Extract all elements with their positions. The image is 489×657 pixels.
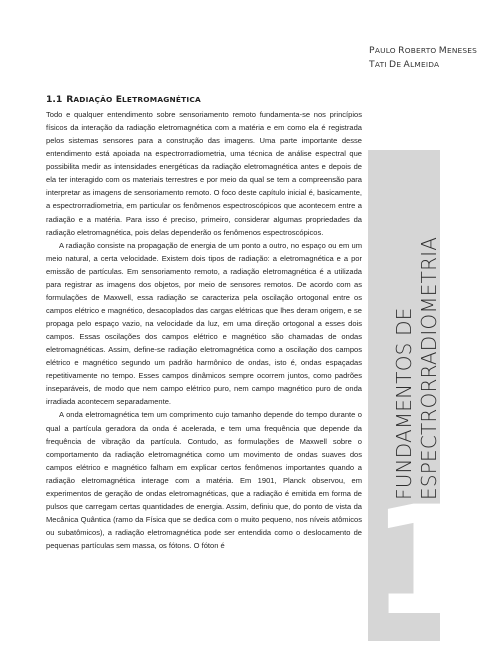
section-heading [46,94,201,105]
paragraph: Todo e qualquer entendimento sobre sensoriamento remoto fundamenta-se nos princípios físicos da interação da radiação eletromagnética com a matéria e em como ela é registrada pelos sistemas sensores para a construção das imagens. Uma parte importante desse entendimento está apoiada na espectrorradiometria, uma técnica de análise espectral que possibilita medir as intensidades energéticas da radiação eletromagnética antes e depois de ela ter interagido com os materiais terrestres e por meio da qual se tem a compreensão para interpretar as imagens de sensoriamento remoto. O foco deste capítulo inicial é, basicamente, a espectrorradiometria, em particular os fenômenos espectroscópicos que acontecem entre a radiação e a matéria. Para isso é preciso, primeiro, considerar algumas propriedades da radiação eletromagnética, pois delas dependerão os fenômenos espectroscópicos. [46,110,362,237]
paragraph: A radiação consiste na propagação de energia de um ponto a outro, no espaço ou em um meio natural, a certa velocidade. Existem dois tipos de radiação: a eletromagnética e a por emissão de partículas. Em sensoriamento remoto, a radiação eletromagnética é a utilizada para registrar as imagens dos objetos, por meio de sensores remotos. De acordo com as formulações de Maxwell, essa radiação se caracteriza pela oscilação ortogonal entre os campos elétrico e magnético, desacoplados das cargas elétricas que lhes deram origem, e se propaga pelo espaço vazio, na velocidade da luz, em uma direção ortogonal a esses dois campos. Essas oscilações dos campos elétrico e magnético são chamadas de ondas eletromagnéticas. Assim, define-se radiação eletromagnética como a oscilação dos campos elétrico e magnético segundo um padrão harmônico de ondas, isto é, ondas espaçadas repetitivamente no tempo. Esses campos dinâmicos sempre ocorrem juntos, como padrões inseparáveis, de modo que nem campo elétrico puro, nem campo magnético puro de onda irradiada acontecem separadamente. [46,240,362,407]
running-header-authors [369,44,484,72]
section-title-text: RADIAÇÃO ELETROMAGNÉTICA [66,94,201,105]
chapter-number: 1 [371,475,476,649]
author-name: TATI DE ALMEIDA [369,59,440,70]
author-name: PAULO ROBERTO MENESES [369,45,478,56]
paragraph: A onda eletromagnética tem um comprimento cujo tamanho depende do tempo durante o qual a partícula geradora da onda é acelerada, e tem uma frequência que depende da frequência de vibração da partícula. Contudo, as formulações de Maxwell sobre o comportamento da radiação eletromagnética como um movimento de ondas suaves dos campos elétrico e magnético falham em explicar certos fenômenos importantes quando a radiação eletromagnética interage com a matéria. Em 1901, Planck observou, em experimentos de geração de ondas eletromagnéticas, que a radiação é emitida em forma de pulsos que carregam certas quantidades de energia. Assim, definiu que, do ponto de vista da Mecânica Quântica (ramo da Física que se dedica com o muito pequeno, nos níveis atômicos ou subatômicos), a radiação eletromagnética pode ser entendida como o deslocamento de pequenas partículas sem massa, os fótons. O fóton é [46,410,362,551]
chapter-title-line: ESPECTRORRADIOMETRIA [417,236,441,500]
body-text [46,108,362,552]
section-number: 1.1 [46,94,63,105]
chapter-title-line: FUNDAMENTOS DE [392,307,416,500]
